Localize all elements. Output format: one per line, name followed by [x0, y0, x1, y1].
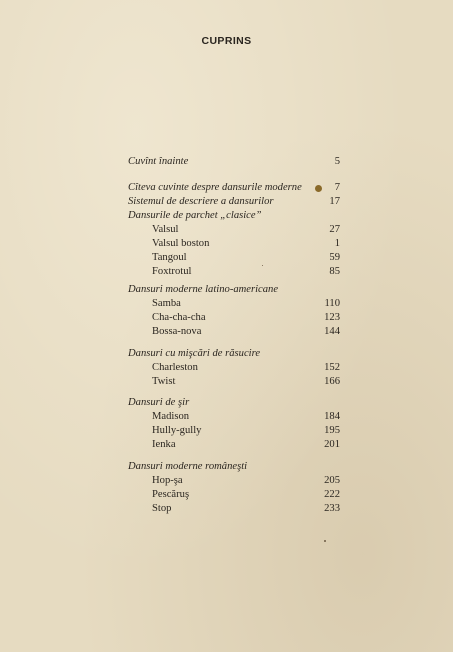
toc-entry-label: Dansuri cu mişcări de răsucire [128, 348, 261, 359]
toc-entry-row [0, 438, 453, 452]
toc-page-number: 152 [324, 362, 340, 373]
toc-entry-label: Dansuri de şir [128, 397, 190, 408]
paper-speck [324, 540, 326, 542]
toc-entry-label: Stop [152, 503, 172, 514]
toc-page-number: 233 [324, 503, 340, 514]
toc-page-number: 85 [329, 266, 340, 277]
toc-section [0, 460, 453, 516]
toc-section [0, 155, 453, 169]
toc-entry-label: Hully-gully [152, 425, 202, 436]
toc-entry-label: Pescăruş [152, 489, 190, 500]
toc-heading-row [0, 283, 453, 297]
toc-section [0, 396, 453, 452]
toc-entry-row [0, 265, 453, 279]
toc-page-number: 195 [324, 425, 340, 436]
toc-entry-label: Valsul boston [152, 238, 210, 249]
toc-page-number: 17 [329, 196, 340, 207]
toc-entry-label: Cîteva cuvinte despre dansurile moderne [128, 182, 302, 193]
toc-entry-label: Dansurile de parchet „clasice” [128, 210, 262, 221]
stain-dot [315, 185, 322, 192]
toc-entry-row [0, 474, 453, 488]
toc-entry-label: Foxtrotul [152, 266, 192, 277]
toc-entry-label: Bossa-nova [152, 326, 202, 337]
toc-heading-row [0, 209, 453, 223]
toc-entry-label: Dansuri moderne latino-americane [128, 284, 279, 295]
toc-section [0, 347, 453, 389]
toc-page-number: 59 [329, 252, 340, 263]
toc-entry-label: Madison [152, 411, 190, 422]
toc-page-number: 7 [334, 182, 340, 193]
toc-entry-row [0, 297, 453, 311]
toc-page-number: 144 [324, 326, 340, 337]
toc-entry-row [0, 502, 453, 516]
toc-entry-label: Cha-cha-cha [152, 312, 206, 323]
toc-entry-label: Dansuri moderne româneşti [128, 461, 248, 472]
toc-entry-label: Samba [152, 298, 181, 309]
toc-page-number: 205 [324, 475, 340, 486]
toc-entry-label: Tangoul [152, 252, 187, 263]
toc-entry-label: Charleston [152, 362, 198, 373]
toc-page-number: 27 [329, 224, 340, 235]
toc-heading-row [0, 347, 453, 361]
toc-entry-row [0, 410, 453, 424]
toc-entry-row [0, 375, 453, 389]
toc-page-number: 5 [334, 156, 340, 167]
toc-page-number: 1 [334, 238, 340, 249]
toc-entry-row [0, 361, 453, 375]
toc-entry-label: Twist [152, 376, 176, 387]
toc-page-number: 110 [324, 298, 340, 309]
toc-section [0, 181, 453, 279]
toc-heading-row [0, 195, 453, 209]
toc-entry-label: Ienka [152, 439, 176, 450]
toc-entry-row [0, 488, 453, 502]
toc-page-number: 166 [324, 376, 340, 387]
paper-speck [262, 265, 263, 266]
toc-entry-label: Hop-şa [152, 475, 183, 486]
page-title: CUPRINS [201, 35, 252, 47]
toc-entry-row [0, 251, 453, 265]
toc-entry-label: Sistemul de descriere a dansurilor [128, 196, 274, 207]
toc-entry-row [0, 325, 453, 339]
toc-entry-row [0, 237, 453, 251]
toc-page-number: 123 [324, 312, 340, 323]
toc-entry-row [0, 223, 453, 237]
toc-heading-row [0, 155, 453, 169]
toc-entry-label: Cuvînt înainte [128, 156, 189, 167]
toc-heading-row [0, 460, 453, 474]
toc-page-number: 201 [324, 439, 340, 450]
toc-page-number: 222 [324, 489, 340, 500]
toc-section [0, 283, 453, 339]
toc-entry-row [0, 311, 453, 325]
toc-entry-label: Valsul [152, 224, 179, 235]
toc-heading-row [0, 396, 453, 410]
toc-page-number: 184 [324, 411, 340, 422]
toc-heading-row [0, 181, 453, 195]
toc-entry-row [0, 424, 453, 438]
